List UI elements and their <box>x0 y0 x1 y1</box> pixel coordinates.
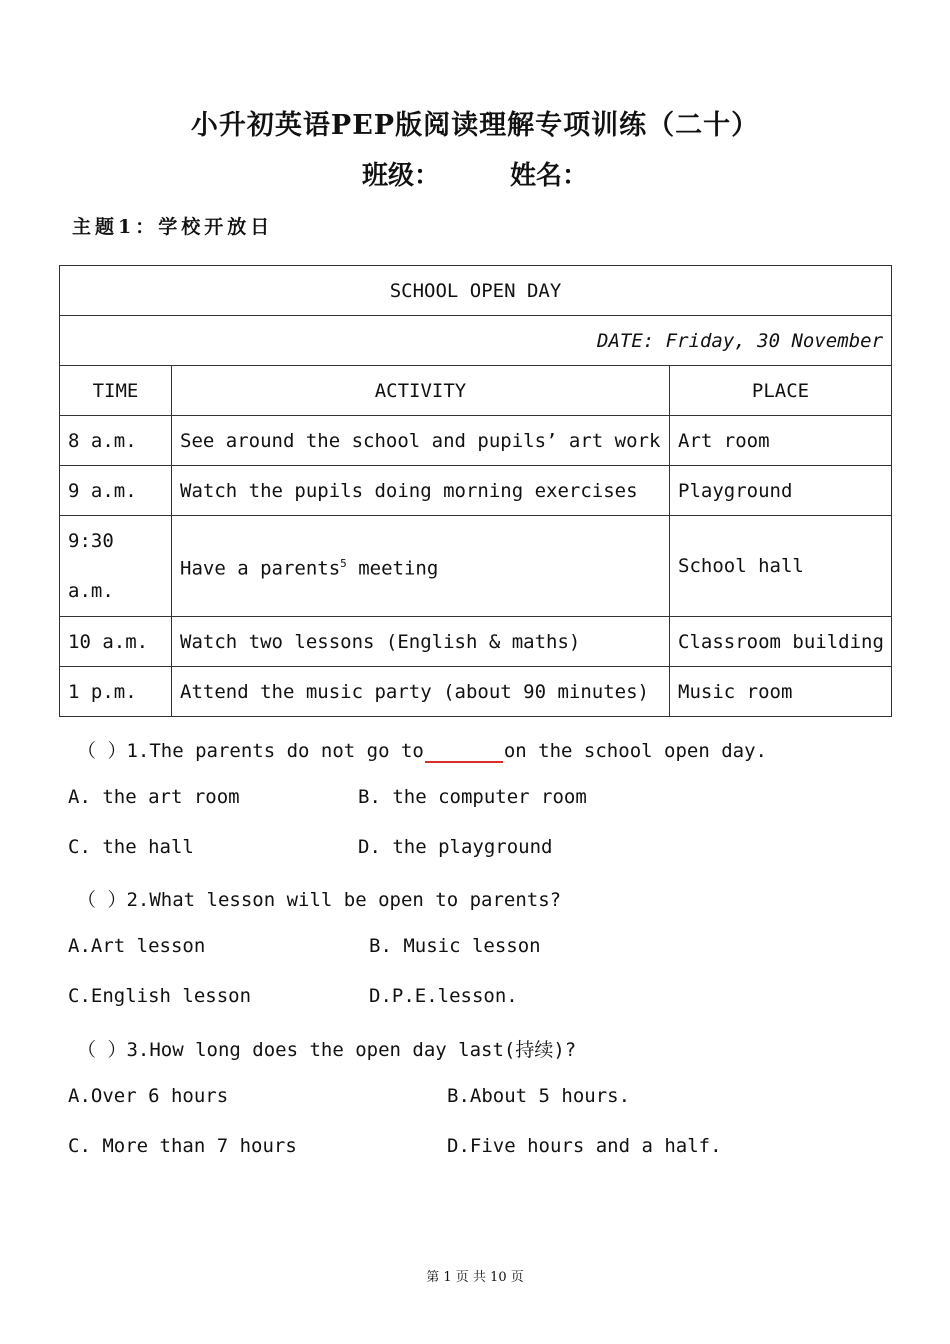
activity-cell <box>172 516 670 617</box>
table-row <box>60 667 892 717</box>
page-title: 小升初英语PEP版阅读理解专项训练（二十） <box>190 110 760 141</box>
q3-option-b: B.About 5 hours. <box>447 1085 631 1107</box>
q1-option-a: A. the art room <box>68 786 240 808</box>
column-header: TIME <box>60 366 172 416</box>
activity-text: Have a parents <box>180 557 341 580</box>
activity-cell: See around the school and pupils’ art work <box>172 416 670 466</box>
class-label: 班级： <box>361 161 440 191</box>
place-cell: Playground <box>670 466 892 516</box>
q3-option-d: D.Five hours and a half. <box>447 1135 722 1157</box>
time-cell <box>60 516 172 617</box>
question-3: （ ）3.How long does the open day last(持续)? <box>77 1039 577 1061</box>
q1-option-b: B. the computer room <box>358 786 587 808</box>
q2-option-d: D.P.E.lesson. <box>369 985 518 1007</box>
time-cell: 8 a.m. <box>60 416 172 466</box>
q3-option-c: C. More than 7 hours <box>68 1135 297 1157</box>
q3-option-a: A.Over 6 hours <box>68 1085 229 1107</box>
column-header: ACTIVITY <box>172 366 670 416</box>
table-row <box>60 416 892 466</box>
q1-option-c: C. the hall <box>68 836 194 858</box>
time-line: a.m. <box>68 580 114 602</box>
time-line: 9:30 <box>68 530 114 552</box>
question-1-prefix: （ ）1.The parents do not go to <box>77 740 424 762</box>
question-2: （ ）2.What lesson will be open to parents? <box>77 889 562 911</box>
table-date-row <box>60 316 892 366</box>
student-info-line <box>0 155 950 192</box>
place-cell <box>670 516 892 617</box>
question-1 <box>77 736 767 763</box>
activity-text-rest: meeting <box>346 557 439 580</box>
table-row <box>60 617 892 667</box>
page-footer: 第 1 页 共 10 页 <box>426 1270 524 1285</box>
table-row <box>60 466 892 516</box>
q2-option-a: A.Art lesson <box>68 935 206 957</box>
table-header-row <box>60 366 892 416</box>
place-cell: Music room <box>670 667 892 717</box>
time-cell: 9 a.m. <box>60 466 172 516</box>
q1-option-d: D. the playground <box>358 836 553 858</box>
time-cell: 10 a.m. <box>60 617 172 667</box>
activity-cell: Watch the pupils doing morning exercises <box>172 466 670 516</box>
column-header: PLACE <box>670 366 892 416</box>
footnote-marker: 5 <box>340 556 347 570</box>
place-cell: Art room <box>670 416 892 466</box>
place-text: School hall <box>678 555 804 577</box>
place-cell: Classroom building <box>670 617 892 667</box>
table-date: DATE: Friday, 30 November <box>60 316 892 366</box>
activity-cell: Attend the music party (about 90 minutes) <box>172 667 670 717</box>
table-row <box>60 516 892 617</box>
name-label: 姓名： <box>510 161 589 191</box>
time-cell: 1 p.m. <box>60 667 172 717</box>
activity-cell: Watch two lessons (English & maths) <box>172 617 670 667</box>
question-1-suffix: on the school open day. <box>503 740 767 762</box>
topic-heading: 主题1：学校开放日 <box>72 216 274 238</box>
table-caption-row <box>60 266 892 316</box>
table-caption: SCHOOL OPEN DAY <box>60 266 892 316</box>
schedule-table <box>59 265 892 717</box>
q2-option-b: B. Music lesson <box>369 935 541 957</box>
answer-blank[interactable] <box>425 741 503 763</box>
q2-option-c: C.English lesson <box>68 985 252 1007</box>
